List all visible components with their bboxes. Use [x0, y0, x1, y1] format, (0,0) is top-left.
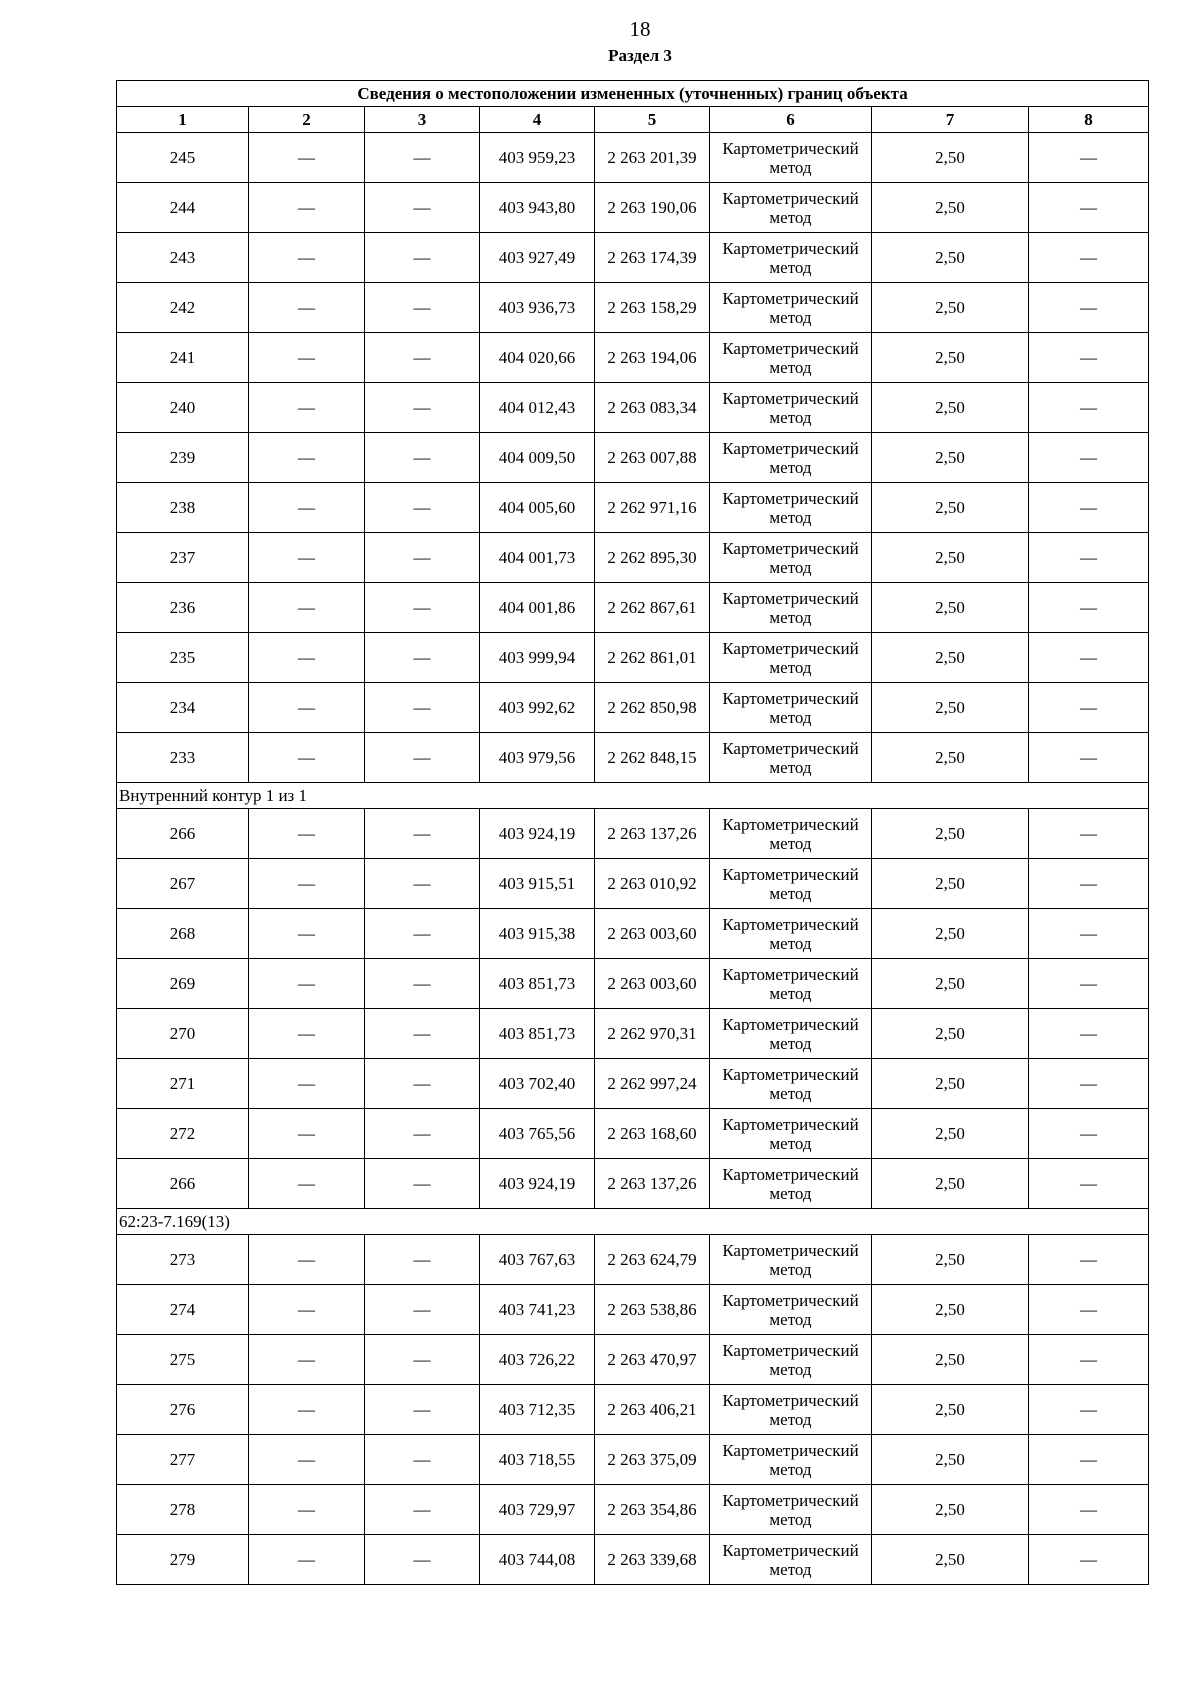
x-coordinate-cell: 403 712,35 — [480, 1385, 595, 1435]
table-caption-row — [117, 81, 1149, 107]
table-row — [117, 483, 1149, 533]
table-row — [117, 1435, 1149, 1485]
col3-cell: — — [365, 1009, 480, 1059]
method-cell: Картометрический метод — [710, 1485, 872, 1535]
col8-cell: — — [1029, 1485, 1149, 1535]
col8-cell: — — [1029, 283, 1149, 333]
table-row — [117, 909, 1149, 959]
col8-cell: — — [1029, 433, 1149, 483]
point-number-cell: 266 — [117, 809, 249, 859]
col8-cell: — — [1029, 483, 1149, 533]
point-number-cell: 267 — [117, 859, 249, 909]
col2-cell: — — [249, 633, 365, 683]
table-row — [117, 333, 1149, 383]
accuracy-cell: 2,50 — [872, 583, 1029, 633]
method-cell: Картометрический метод — [710, 1109, 872, 1159]
col3-cell: — — [365, 333, 480, 383]
col2-cell: — — [249, 859, 365, 909]
col3-cell: — — [365, 1159, 480, 1209]
point-number-cell: 244 — [117, 183, 249, 233]
column-number: 1 — [117, 107, 249, 133]
x-coordinate-cell: 403 729,97 — [480, 1485, 595, 1535]
x-coordinate-cell: 403 765,56 — [480, 1109, 595, 1159]
accuracy-cell: 2,50 — [872, 1009, 1029, 1059]
accuracy-cell: 2,50 — [872, 1109, 1029, 1159]
accuracy-cell: 2,50 — [872, 1435, 1029, 1485]
table-row — [117, 1109, 1149, 1159]
col2-cell: — — [249, 1535, 365, 1585]
col8-cell: — — [1029, 1435, 1149, 1485]
y-coordinate-cell: 2 263 354,86 — [595, 1485, 710, 1535]
accuracy-cell: 2,50 — [872, 383, 1029, 433]
x-coordinate-cell: 404 001,86 — [480, 583, 595, 633]
point-number-cell: 240 — [117, 383, 249, 433]
method-cell: Картометрический метод — [710, 1235, 872, 1285]
col8-cell: — — [1029, 1159, 1149, 1209]
col3-cell: — — [365, 533, 480, 583]
column-number: 6 — [710, 107, 872, 133]
col8-cell: — — [1029, 1385, 1149, 1435]
y-coordinate-cell: 2 263 174,39 — [595, 233, 710, 283]
method-cell: Картометрический метод — [710, 1285, 872, 1335]
col3-cell: — — [365, 1235, 480, 1285]
point-number-cell: 271 — [117, 1059, 249, 1109]
y-coordinate-cell: 2 263 158,29 — [595, 283, 710, 333]
point-number-cell: 239 — [117, 433, 249, 483]
accuracy-cell: 2,50 — [872, 533, 1029, 583]
y-coordinate-cell: 2 263 010,92 — [595, 859, 710, 909]
y-coordinate-cell: 2 263 003,60 — [595, 959, 710, 1009]
col8-cell: — — [1029, 859, 1149, 909]
col3-cell: — — [365, 433, 480, 483]
contour-label-row — [117, 1209, 1149, 1235]
point-number-cell: 242 — [117, 283, 249, 333]
x-coordinate-cell: 403 851,73 — [480, 1009, 595, 1059]
method-cell: Картометрический метод — [710, 183, 872, 233]
contour-label-row — [117, 783, 1149, 809]
accuracy-cell: 2,50 — [872, 809, 1029, 859]
table-row — [117, 233, 1149, 283]
col2-cell: — — [249, 183, 365, 233]
method-cell: Картометрический метод — [710, 433, 872, 483]
method-cell: Картометрический метод — [710, 1009, 872, 1059]
column-number: 2 — [249, 107, 365, 133]
method-cell: Картометрический метод — [710, 533, 872, 583]
y-coordinate-cell: 2 263 083,34 — [595, 383, 710, 433]
col8-cell: — — [1029, 1335, 1149, 1385]
accuracy-cell: 2,50 — [872, 909, 1029, 959]
col3-cell: — — [365, 1059, 480, 1109]
x-coordinate-cell: 403 936,73 — [480, 283, 595, 333]
x-coordinate-cell: 403 915,51 — [480, 859, 595, 909]
method-cell: Картометрический метод — [710, 483, 872, 533]
table-row — [117, 433, 1149, 483]
col2-cell: — — [249, 383, 365, 433]
x-coordinate-cell: 403 924,19 — [480, 809, 595, 859]
col2-cell: — — [249, 683, 365, 733]
x-coordinate-cell: 403 726,22 — [480, 1335, 595, 1385]
col8-cell: — — [1029, 1285, 1149, 1335]
x-coordinate-cell: 403 943,80 — [480, 183, 595, 233]
col8-cell: — — [1029, 383, 1149, 433]
x-coordinate-cell: 403 718,55 — [480, 1435, 595, 1485]
col3-cell: — — [365, 733, 480, 783]
point-number-cell: 278 — [117, 1485, 249, 1535]
table-row — [117, 133, 1149, 183]
x-coordinate-cell: 403 915,38 — [480, 909, 595, 959]
x-coordinate-cell: 403 744,08 — [480, 1535, 595, 1585]
page-number: 18 — [629, 17, 651, 41]
point-number-cell: 277 — [117, 1435, 249, 1485]
method-cell: Картометрический метод — [710, 583, 872, 633]
table-row — [117, 633, 1149, 683]
accuracy-cell: 2,50 — [872, 1285, 1029, 1335]
point-number-cell: 238 — [117, 483, 249, 533]
col3-cell: — — [365, 959, 480, 1009]
method-cell: Картометрический метод — [710, 133, 872, 183]
x-coordinate-cell: 403 924,19 — [480, 1159, 595, 1209]
y-coordinate-cell: 2 263 375,09 — [595, 1435, 710, 1485]
col2-cell: — — [249, 133, 365, 183]
x-coordinate-cell: 403 741,23 — [480, 1285, 595, 1335]
col8-cell: — — [1029, 533, 1149, 583]
table-row — [117, 683, 1149, 733]
table-row — [117, 959, 1149, 1009]
y-coordinate-cell: 2 263 470,97 — [595, 1335, 710, 1385]
col2-cell: — — [249, 1385, 365, 1435]
point-number-cell: 236 — [117, 583, 249, 633]
col3-cell: — — [365, 1485, 480, 1535]
method-cell: Картометрический метод — [710, 1059, 872, 1109]
accuracy-cell: 2,50 — [872, 683, 1029, 733]
y-coordinate-cell: 2 263 339,68 — [595, 1535, 710, 1585]
point-number-cell: 275 — [117, 1335, 249, 1385]
x-coordinate-cell: 403 999,94 — [480, 633, 595, 683]
col8-cell: — — [1029, 809, 1149, 859]
method-cell: Картометрический метод — [710, 683, 872, 733]
accuracy-cell: 2,50 — [872, 1335, 1029, 1385]
accuracy-cell: 2,50 — [872, 133, 1029, 183]
table-row — [117, 1535, 1149, 1585]
method-cell: Картометрический метод — [710, 233, 872, 283]
table-row — [117, 533, 1149, 583]
col2-cell: — — [249, 809, 365, 859]
x-coordinate-cell: 403 851,73 — [480, 959, 595, 1009]
x-coordinate-cell: 403 767,63 — [480, 1235, 595, 1285]
col3-cell: — — [365, 1385, 480, 1435]
col2-cell: — — [249, 1285, 365, 1335]
col2-cell: — — [249, 483, 365, 533]
y-coordinate-cell: 2 262 971,16 — [595, 483, 710, 533]
col2-cell: — — [249, 233, 365, 283]
table-row — [117, 1159, 1149, 1209]
x-coordinate-cell: 404 005,60 — [480, 483, 595, 533]
y-coordinate-cell: 2 263 624,79 — [595, 1235, 710, 1285]
x-coordinate-cell: 403 959,23 — [480, 133, 595, 183]
col2-cell: — — [249, 283, 365, 333]
col2-cell: — — [249, 333, 365, 383]
table-body — [117, 81, 1149, 1585]
point-number-cell: 269 — [117, 959, 249, 1009]
point-number-cell: 235 — [117, 633, 249, 683]
table-row — [117, 1485, 1149, 1535]
col3-cell: — — [365, 1285, 480, 1335]
table-row — [117, 283, 1149, 333]
x-coordinate-cell: 404 001,73 — [480, 533, 595, 583]
col2-cell: — — [249, 959, 365, 1009]
method-cell: Картометрический метод — [710, 333, 872, 383]
accuracy-cell: 2,50 — [872, 1535, 1029, 1585]
col2-cell: — — [249, 909, 365, 959]
accuracy-cell: 2,50 — [872, 233, 1029, 283]
col2-cell: — — [249, 533, 365, 583]
accuracy-cell: 2,50 — [872, 483, 1029, 533]
y-coordinate-cell: 2 262 867,61 — [595, 583, 710, 633]
col8-cell: — — [1029, 1009, 1149, 1059]
point-number-cell: 270 — [117, 1009, 249, 1059]
y-coordinate-cell: 2 263 007,88 — [595, 433, 710, 483]
accuracy-cell: 2,50 — [872, 959, 1029, 1009]
y-coordinate-cell: 2 263 137,26 — [595, 809, 710, 859]
col8-cell: — — [1029, 1059, 1149, 1109]
method-cell: Картометрический метод — [710, 1385, 872, 1435]
table-row — [117, 183, 1149, 233]
point-number-cell: 274 — [117, 1285, 249, 1335]
table-row — [117, 1285, 1149, 1335]
point-number-cell: 268 — [117, 909, 249, 959]
method-cell: Картометрический метод — [710, 959, 872, 1009]
accuracy-cell: 2,50 — [872, 1485, 1029, 1535]
x-coordinate-cell: 404 009,50 — [480, 433, 595, 483]
point-number-cell: 272 — [117, 1109, 249, 1159]
col3-cell: — — [365, 809, 480, 859]
x-coordinate-cell: 403 979,56 — [480, 733, 595, 783]
y-coordinate-cell: 2 263 406,21 — [595, 1385, 710, 1435]
col3-cell: — — [365, 283, 480, 333]
y-coordinate-cell: 2 262 850,98 — [595, 683, 710, 733]
table-row — [117, 1059, 1149, 1109]
col2-cell: — — [249, 1109, 365, 1159]
x-coordinate-cell: 404 012,43 — [480, 383, 595, 433]
col2-cell: — — [249, 733, 365, 783]
col8-cell: — — [1029, 333, 1149, 383]
col8-cell: — — [1029, 1535, 1149, 1585]
accuracy-cell: 2,50 — [872, 1385, 1029, 1435]
accuracy-cell: 2,50 — [872, 333, 1029, 383]
col3-cell: — — [365, 1109, 480, 1159]
accuracy-cell: 2,50 — [872, 1235, 1029, 1285]
col2-cell: — — [249, 1335, 365, 1385]
y-coordinate-cell: 2 263 201,39 — [595, 133, 710, 183]
y-coordinate-cell: 2 263 137,26 — [595, 1159, 710, 1209]
col2-cell: — — [249, 433, 365, 483]
method-cell: Картометрический метод — [710, 809, 872, 859]
col2-cell: — — [249, 1485, 365, 1535]
col3-cell: — — [365, 1435, 480, 1485]
col8-cell: — — [1029, 683, 1149, 733]
method-cell: Картометрический метод — [710, 1159, 872, 1209]
col8-cell: — — [1029, 909, 1149, 959]
col8-cell: — — [1029, 583, 1149, 633]
point-number-cell: 273 — [117, 1235, 249, 1285]
col2-cell: — — [249, 1435, 365, 1485]
col3-cell: — — [365, 183, 480, 233]
y-coordinate-cell: 2 262 895,30 — [595, 533, 710, 583]
point-number-cell: 245 — [117, 133, 249, 183]
table-row — [117, 1385, 1149, 1435]
x-coordinate-cell: 404 020,66 — [480, 333, 595, 383]
point-number-cell: 279 — [117, 1535, 249, 1585]
col8-cell: — — [1029, 959, 1149, 1009]
point-number-cell: 266 — [117, 1159, 249, 1209]
y-coordinate-cell: 2 263 538,86 — [595, 1285, 710, 1335]
table-row — [117, 1235, 1149, 1285]
column-number: 7 — [872, 107, 1029, 133]
table-row — [117, 1009, 1149, 1059]
column-number: 3 — [365, 107, 480, 133]
accuracy-cell: 2,50 — [872, 859, 1029, 909]
method-cell: Картометрический метод — [710, 1435, 872, 1485]
col8-cell: — — [1029, 133, 1149, 183]
column-number: 8 — [1029, 107, 1149, 133]
col3-cell: — — [365, 133, 480, 183]
accuracy-cell: 2,50 — [872, 633, 1029, 683]
boundary-table — [116, 80, 1149, 1585]
col8-cell: — — [1029, 1235, 1149, 1285]
accuracy-cell: 2,50 — [872, 733, 1029, 783]
col3-cell: — — [365, 859, 480, 909]
y-coordinate-cell: 2 263 190,06 — [595, 183, 710, 233]
y-coordinate-cell: 2 263 003,60 — [595, 909, 710, 959]
point-number-cell: 276 — [117, 1385, 249, 1435]
point-number-cell: 243 — [117, 233, 249, 283]
col3-cell: — — [365, 1335, 480, 1385]
y-coordinate-cell: 2 262 997,24 — [595, 1059, 710, 1109]
accuracy-cell: 2,50 — [872, 1059, 1029, 1109]
table-caption: Сведения о местоположении измененных (уточненных) границ объекта — [117, 81, 1149, 107]
col8-cell: — — [1029, 1109, 1149, 1159]
method-cell: Картометрический метод — [710, 909, 872, 959]
col3-cell: — — [365, 1535, 480, 1585]
method-cell: Картометрический метод — [710, 633, 872, 683]
column-number-row — [117, 107, 1149, 133]
method-cell: Картометрический метод — [710, 383, 872, 433]
y-coordinate-cell: 2 262 861,01 — [595, 633, 710, 683]
contour-label: 62:23-7.169(13) — [117, 1209, 1149, 1235]
y-coordinate-cell: 2 263 168,60 — [595, 1109, 710, 1159]
y-coordinate-cell: 2 263 194,06 — [595, 333, 710, 383]
col8-cell: — — [1029, 233, 1149, 283]
table-row — [117, 733, 1149, 783]
method-cell: Картометрический метод — [710, 733, 872, 783]
col8-cell: — — [1029, 633, 1149, 683]
col3-cell: — — [365, 633, 480, 683]
method-cell: Картометрический метод — [710, 1535, 872, 1585]
col3-cell: — — [365, 583, 480, 633]
table-row — [117, 1335, 1149, 1385]
x-coordinate-cell: 403 992,62 — [480, 683, 595, 733]
col2-cell: — — [249, 1159, 365, 1209]
y-coordinate-cell: 2 262 970,31 — [595, 1009, 710, 1059]
section-title: Раздел 3 — [608, 46, 672, 65]
accuracy-cell: 2,50 — [872, 283, 1029, 333]
x-coordinate-cell: 403 702,40 — [480, 1059, 595, 1109]
point-number-cell: 241 — [117, 333, 249, 383]
column-number: 5 — [595, 107, 710, 133]
col3-cell: — — [365, 383, 480, 433]
col3-cell: — — [365, 909, 480, 959]
accuracy-cell: 2,50 — [872, 1159, 1029, 1209]
col2-cell: — — [249, 1009, 365, 1059]
col3-cell: — — [365, 233, 480, 283]
point-number-cell: 237 — [117, 533, 249, 583]
method-cell: Картометрический метод — [710, 859, 872, 909]
table-row — [117, 383, 1149, 433]
column-number: 4 — [480, 107, 595, 133]
y-coordinate-cell: 2 262 848,15 — [595, 733, 710, 783]
method-cell: Картометрический метод — [710, 1335, 872, 1385]
table-row — [117, 809, 1149, 859]
accuracy-cell: 2,50 — [872, 183, 1029, 233]
accuracy-cell: 2,50 — [872, 433, 1029, 483]
col2-cell: — — [249, 1059, 365, 1109]
table-row — [117, 859, 1149, 909]
col3-cell: — — [365, 683, 480, 733]
contour-label: Внутренний контур 1 из 1 — [117, 783, 1149, 809]
table-row — [117, 583, 1149, 633]
col2-cell: — — [249, 583, 365, 633]
point-number-cell: 233 — [117, 733, 249, 783]
col8-cell: — — [1029, 183, 1149, 233]
x-coordinate-cell: 403 927,49 — [480, 233, 595, 283]
method-cell: Картометрический метод — [710, 283, 872, 333]
col3-cell: — — [365, 483, 480, 533]
point-number-cell: 234 — [117, 683, 249, 733]
col2-cell: — — [249, 1235, 365, 1285]
col8-cell: — — [1029, 733, 1149, 783]
